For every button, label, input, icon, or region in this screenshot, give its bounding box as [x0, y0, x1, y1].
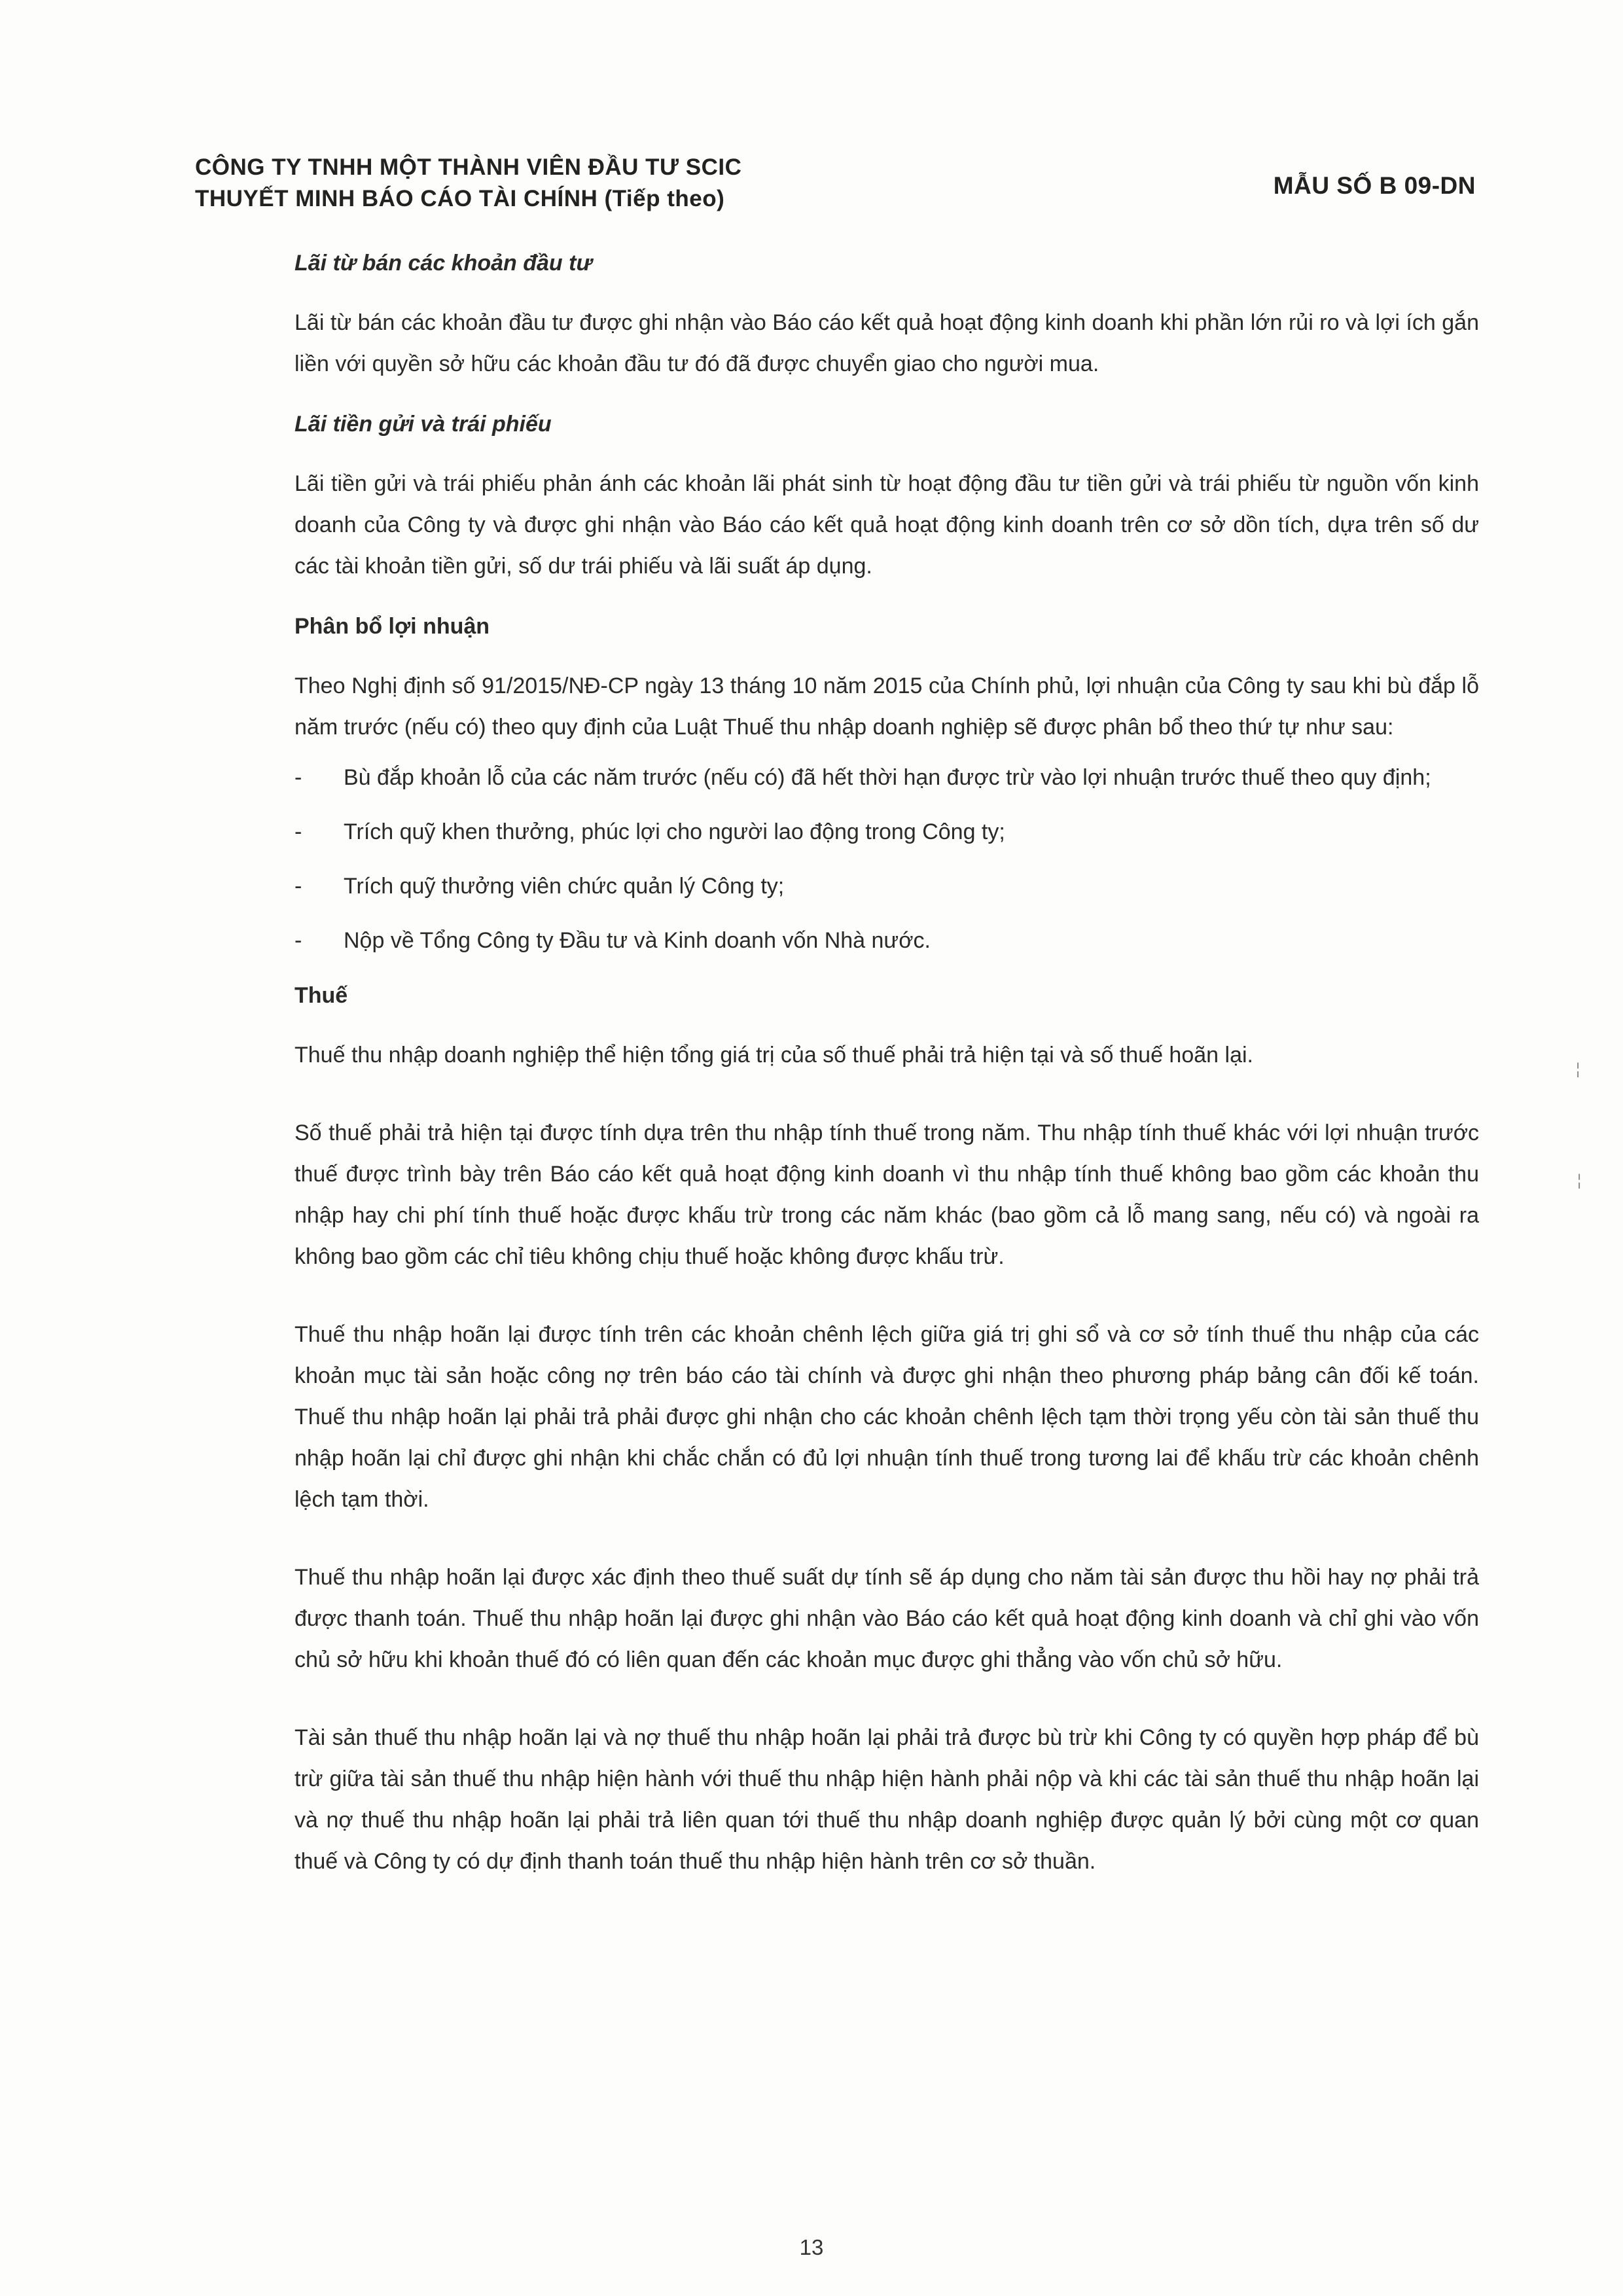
- list-item: - Nộp về Tổng Công ty Đầu tư và Kinh doanh vốn Nhà nước.: [294, 920, 1479, 961]
- section-heading-tax: Thuế: [294, 983, 348, 1008]
- section-heading-investment-gain: Lãi từ bán các khoản đầu tư: [294, 251, 592, 276]
- section-heading-interest: Lãi tiền gửi và trái phiếu: [294, 412, 552, 437]
- list-item: - Trích quỹ khen thưởng, phúc lợi cho người lao động trong Công ty;: [294, 812, 1479, 853]
- form-code: MẪU SỐ B 09-DN: [1273, 172, 1476, 199]
- profit-allocation-list: [294, 757, 1479, 961]
- paragraph-profit-intro: Theo Nghị định số 91/2015/NĐ-CP ngày 13 tháng 10 năm 2015 của Chính phủ, lợi nhuận của Công ty sau khi bù đắp lỗ năm trước (nếu có) theo quy định của Luật Thuế thu nhập doanh nghiệp sẽ được phân bổ theo thứ tự như sau:: [294, 673, 1479, 740]
- document-body: [294, 242, 1479, 1882]
- document-subtitle: THUYẾT MINH BÁO CÁO TÀI CHÍNH (Tiếp theo): [195, 186, 725, 211]
- company-name: CÔNG TY TNHH MỘT THÀNH VIÊN ĐẦU TƯ SCIC: [195, 154, 742, 180]
- document-header: [195, 152, 1438, 215]
- paragraph-interest: Lãi tiền gửi và trái phiếu phản ánh các khoản lãi phát sinh từ hoạt động đầu tư tiền gửi và trái phiếu từ nguồn vốn kinh doanh của Công ty và được ghi nhận vào Báo cáo kết quả hoạt động kinh doanh trên cơ sở dồn tích, dựa trên số dư các tài khoản tiền gửi, số dư trái phiếu và lãi suất áp dụng.: [294, 471, 1479, 579]
- paragraph-tax-3: Thuế thu nhập hoãn lại được tính trên các khoản chênh lệch giữa giá trị ghi sổ và cơ sở tính thuế thu nhập của các khoản mục tài sản hoặc công nợ trên báo cáo tài chính và được ghi nhận theo phương pháp bảng cân đối kế toán. Thuế thu nhập hoãn lại phải trả phải được ghi nhận cho các khoản chênh lệch tạm thời trọng yếu còn tài sản thuế thu nhập hoãn lại chỉ được ghi nhận khi chắc chắn có đủ lợi nhuận tính thuế trong tương lai để khấu trừ các khoản chênh lệch tạm thời.: [294, 1322, 1479, 1512]
- scan-margin-mark: ¦: [1576, 1060, 1580, 1078]
- scan-margin-mark: ¦: [1577, 1172, 1582, 1189]
- paragraph-tax-2: Số thuế phải trả hiện tại được tính dựa trên thu nhập tính thuế trong năm. Thu nhập tính thuế khác với lợi nhuận trước thuế được trình bày trên Báo cáo kết quả hoạt động kinh doanh vì thu nhập tính thuế không bao gồm các khoản thu nhập hay chi phí tính thuế hoặc được khấu trừ trong các năm khác (bao gồm cả lỗ mang sang, nếu có) và ngoài ra không bao gồm các chỉ tiêu không chịu thuế hoặc không được khấu trừ.: [294, 1121, 1479, 1269]
- paragraph-tax-1: Thuế thu nhập doanh nghiệp thể hiện tổng giá trị của số thuế phải trả hiện tại và số thuế hoãn lại.: [294, 1043, 1253, 1067]
- paragraph-tax-4: Thuế thu nhập hoãn lại được xác định theo thuế suất dự tính sẽ áp dụng cho năm tài sản được thu hồi hay nợ phải trả được thanh toán. Thuế thu nhập hoãn lại được ghi nhận vào Báo cáo kết quả hoạt động kinh doanh và chỉ ghi vào vốn chủ sở hữu khi khoản thuế đó có liên quan đến các khoản mục được ghi thẳng vào vốn chủ sở hữu.: [294, 1565, 1479, 1672]
- list-item: - Bù đắp khoản lỗ của các năm trước (nếu có) đã hết thời hạn được trừ vào lợi nhuận trước thuế theo quy định;: [294, 757, 1479, 798]
- page-number: 13: [799, 2235, 824, 2259]
- paragraph-tax-5: Tài sản thuế thu nhập hoãn lại và nợ thuế thu nhập hoãn lại phải trả được bù trừ khi Công ty có quyền hợp pháp để bù trừ giữa tài sản thuế thu nhập hiện hành với thuế thu nhập hiện hành phải nộp và khi các tài sản thuế thu nhập hoãn lại và nợ thuế thu nhập hoãn lại phải trả liên quan tới thuế thu nhập doanh nghiệp được quản lý bởi cùng một cơ quan thuế và Công ty có dự định thanh toán thuế thu nhập hiện hành trên cơ sở thuần.: [294, 1725, 1479, 1874]
- list-item: - Trích quỹ thưởng viên chức quản lý Công ty;: [294, 866, 1479, 907]
- section-heading-profit: Phân bổ lợi nhuận: [294, 614, 490, 639]
- paragraph-investment-gain: Lãi từ bán các khoản đầu tư được ghi nhận vào Báo cáo kết quả hoạt động kinh doanh khi phần lớn rủi ro và lợi ích gắn liền với quyền sở hữu các khoản đầu tư đó đã được chuyển giao cho người mua.: [294, 310, 1479, 376]
